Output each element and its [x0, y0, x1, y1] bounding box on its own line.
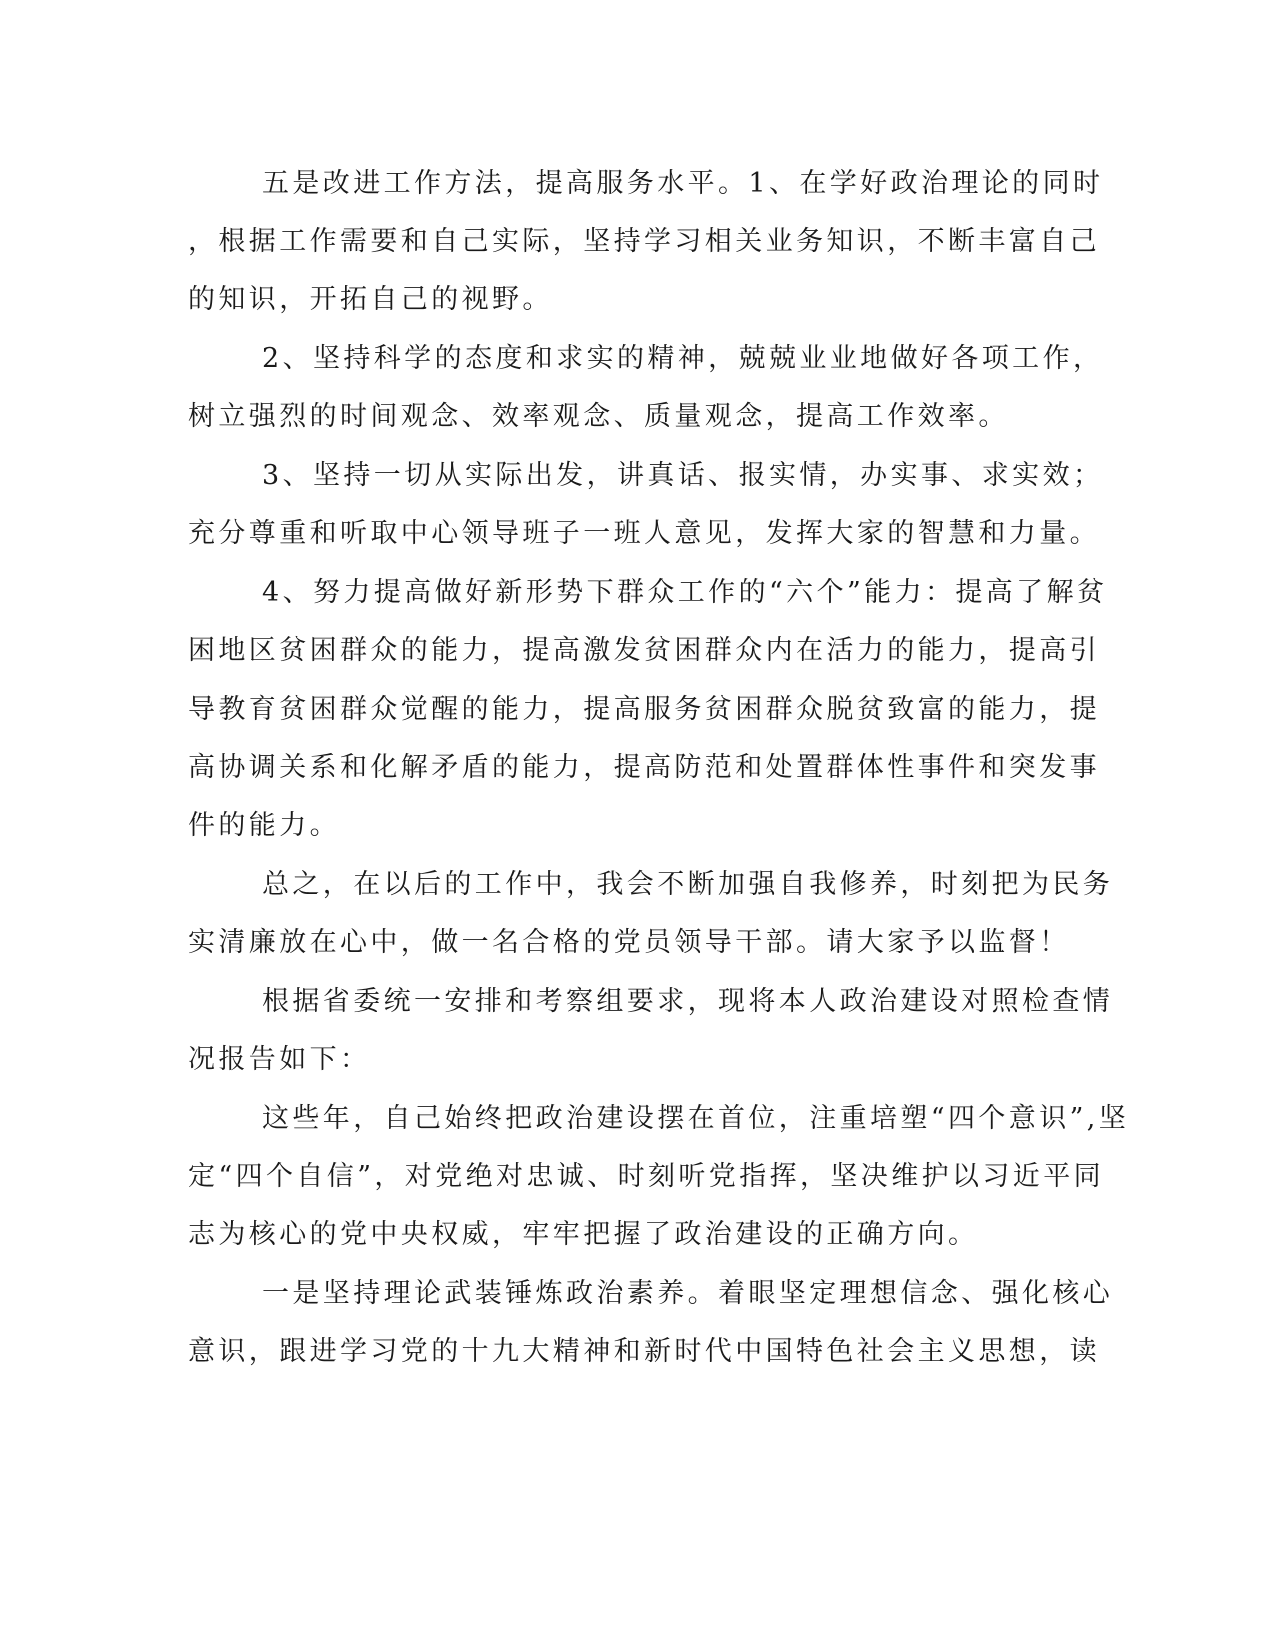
- paragraph-5-line-2: 实清廉放在心中，做一名合格的党员领导干部。请大家予以监督！: [188, 927, 1070, 958]
- paragraph-6-line-2: 况报告如下：: [188, 1044, 371, 1075]
- paragraph-8-line-2: 意识，跟进学习党的十九大精神和新时代中国特色社会主义思想，读: [188, 1336, 1100, 1367]
- paragraph-4-line-1: 4、努力提高做好新形势下群众工作的“六个”能力：提高了解贫: [262, 577, 1108, 608]
- paragraph-4-line-3: 导教育贫困群众觉醒的能力，提高服务贫困群众脱贫致富的能力，提: [188, 694, 1100, 725]
- paragraph-5-line-1: 总之，在以后的工作中，我会不断加强自我修养，时刻把为民务: [262, 869, 1114, 900]
- paragraph-6-line-1: 根据省委统一安排和考察组要求，现将本人政治建设对照检查情: [262, 986, 1114, 1017]
- paragraph-2-line-2: 树立强烈的时间观念、效率观念、质量观念，提高工作效率。: [188, 401, 1009, 432]
- paragraph-7-line-2: 定“四个自信”，对党绝对忠诚、时刻听党指挥，坚决维护以习近平同: [188, 1161, 1105, 1192]
- paragraph-1-line-2: ，根据工作需要和自己实际，坚持学习相关业务知识，不断丰富自己: [188, 226, 1100, 257]
- paragraph-8-line-1: 一是坚持理论武装锤炼政治素养。着眼坚定理想信念、强化核心: [262, 1278, 1114, 1309]
- paragraph-2-line-1: 2、坚持科学的态度和求实的精神，兢兢业业地做好各项工作，: [262, 343, 1104, 374]
- paragraph-3-line-2: 充分尊重和听取中心领导班子一班人意见，发挥大家的智慧和力量。: [188, 518, 1100, 549]
- paragraph-1-line-1: 五是改进工作方法，提高服务水平。1、在学好政治理论的同时: [262, 168, 1104, 199]
- paragraph-4-line-2: 困地区贫困群众的能力，提高激发贫困群众内在活力的能力，提高引: [188, 635, 1100, 666]
- paragraph-7-line-3: 志为核心的党中央权威，牢牢把握了政治建设的正确方向。: [188, 1219, 979, 1250]
- paragraph-1-line-3: 的知识，开拓自己的视野。: [188, 284, 553, 315]
- paragraph-4-line-4: 高协调关系和化解矛盾的能力，提高防范和处置群体性事件和突发事: [188, 752, 1100, 783]
- paragraph-4-line-5: 件的能力。: [188, 810, 340, 841]
- paragraph-3-line-1: 3、坚持一切从实际出发，讲真话、报实情，办实事、求实效；: [262, 460, 1104, 491]
- paragraph-7-line-1: 这些年，自己始终把政治建设摆在首位，注重培塑“四个意识”,坚: [262, 1103, 1130, 1134]
